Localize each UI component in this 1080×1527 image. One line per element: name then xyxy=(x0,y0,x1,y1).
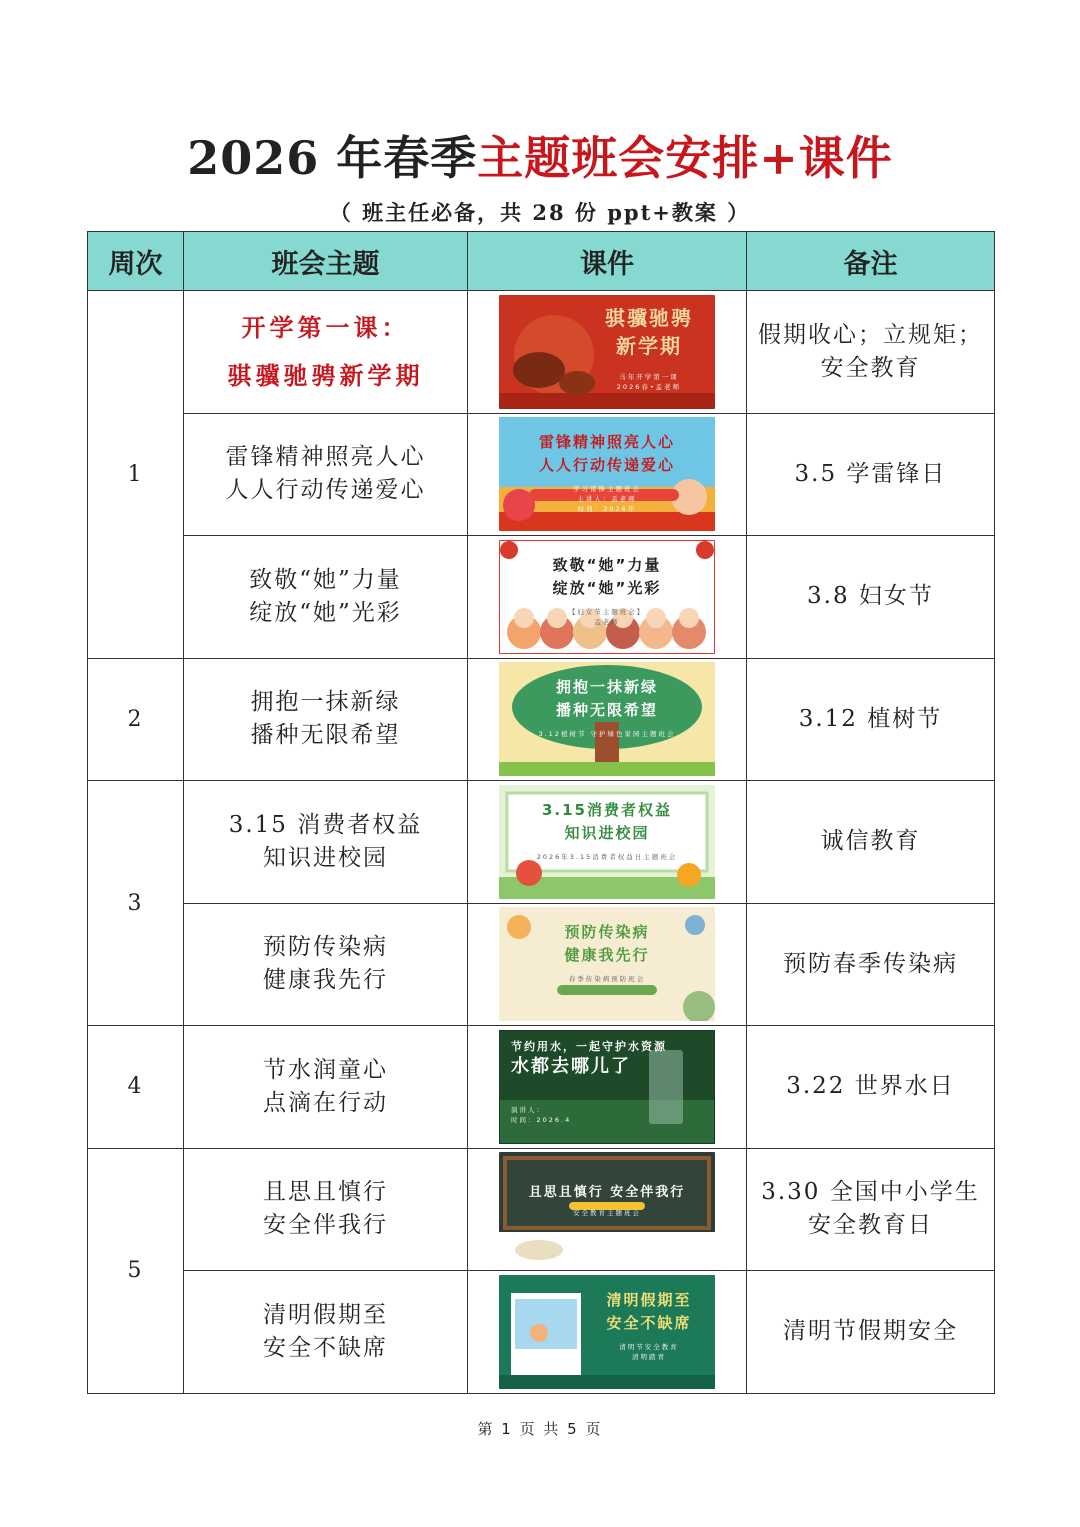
slide-thumbnail-art xyxy=(499,1275,715,1389)
slide-thumbnail[interactable] xyxy=(499,1152,715,1266)
theme-line: 播种无限希望 xyxy=(250,722,401,749)
theme-cell xyxy=(184,413,468,536)
slide-subtitle-line: 2026春•孟老师 xyxy=(616,382,682,391)
week-cell: 1 xyxy=(88,291,184,659)
header-theme: 班会主题 xyxy=(184,232,468,291)
note-line: 3.22 世界水日 xyxy=(786,1073,955,1100)
theme-line: 绽放“她”光彩 xyxy=(249,599,402,626)
slide-thumbnail[interactable] xyxy=(499,785,715,899)
note-cell xyxy=(747,536,995,659)
table-row xyxy=(88,536,995,659)
slide-title-line: 3.15消费者权益 xyxy=(541,800,673,819)
theme-cell xyxy=(184,903,468,1026)
table-row xyxy=(88,903,995,1026)
note-line: 预防春季传染病 xyxy=(783,950,958,977)
slide-title-line: 绽放“她”光彩 xyxy=(552,578,662,597)
page-title xyxy=(0,128,1080,188)
table-row xyxy=(88,1026,995,1149)
note-line: 3.30 全国中小学生 xyxy=(761,1179,980,1206)
table-row xyxy=(88,658,995,781)
slide-title-line: 人人行动传递爱心 xyxy=(538,456,676,475)
slide-thumbnail[interactable] xyxy=(499,540,715,654)
slide-cell xyxy=(468,413,747,536)
slide-thumbnail-art xyxy=(499,1030,715,1144)
theme-line: 且思且慎行 xyxy=(263,1179,388,1206)
note-line: 3.8 妇女节 xyxy=(807,583,934,610)
table-row xyxy=(88,781,995,904)
slide-subtitle-line: 清明踏青 xyxy=(632,1352,666,1361)
header-week: 周次 xyxy=(88,232,184,291)
theme-line: 点滴在行动 xyxy=(263,1089,388,1116)
theme-line: 开学第一课： xyxy=(241,312,410,342)
slide-title-line: 健康我先行 xyxy=(564,946,650,965)
theme-line: 节水润童心 xyxy=(263,1056,388,1083)
theme-cell xyxy=(184,536,468,659)
theme-line: 骐骥驰骋新学期 xyxy=(227,360,424,390)
header-note: 备注 xyxy=(747,232,995,291)
slide-subtitle-line: 主讲人：孟老师 xyxy=(577,495,637,504)
slide-thumbnail[interactable] xyxy=(499,907,715,1021)
header-slide: 课件 xyxy=(468,232,747,291)
slide-subtitle-line: 3.12植树节 守护绿色家园主题班会 xyxy=(538,730,676,739)
slide-subtitle-line: 马年开学第一课 xyxy=(619,372,679,381)
note-cell xyxy=(747,781,995,904)
slide-thumbnail-art xyxy=(499,540,715,654)
slide-cell xyxy=(468,536,747,659)
table-row xyxy=(88,1271,995,1394)
slide-thumbnail[interactable] xyxy=(499,1275,715,1389)
slide-thumbnail-art xyxy=(499,1152,715,1266)
slide-thumbnail[interactable] xyxy=(499,295,715,409)
slide-cell xyxy=(468,903,747,1026)
slide-subtitle-line: 2026年3.15消费者权益日主题班会 xyxy=(536,852,678,861)
note-cell xyxy=(747,413,995,536)
slide-title-line: 安全不缺席 xyxy=(606,1313,692,1332)
note-cell xyxy=(747,658,995,781)
slide-title-line: 雷锋精神照亮人心 xyxy=(538,433,676,452)
table-row xyxy=(88,413,995,536)
slide-title-line: 知识进校园 xyxy=(564,823,650,842)
theme-line: 清明假期至 xyxy=(263,1301,388,1328)
slide-title-line: 拥抱一抹新绿 xyxy=(555,678,659,697)
note-line: 安全教育日 xyxy=(808,1212,933,1239)
page-footer: 第 1 页 共 5 页 xyxy=(477,1420,603,1438)
slide-thumbnail[interactable] xyxy=(499,662,715,776)
slide-cell xyxy=(468,658,747,781)
slide-title-line: 清明假期至 xyxy=(606,1290,692,1309)
theme-line: 知识进校园 xyxy=(263,844,388,871)
slide-thumbnail-art xyxy=(499,295,715,409)
table-row xyxy=(88,291,995,414)
slide-title-line: 节约用水，一起守护水资源 xyxy=(511,1039,667,1053)
note-cell xyxy=(747,1148,995,1271)
slide-cell xyxy=(468,781,747,904)
theme-cell xyxy=(184,291,468,414)
slide-subtitle-line: 安全教育主题班会 xyxy=(573,1209,641,1218)
week-cell: 2 xyxy=(88,658,184,781)
slide-title-line: 骐骥驰骋 xyxy=(605,305,693,330)
slide-title-line: 致敬“她”力量 xyxy=(552,555,662,574)
slide-subtitle-line: 时间：2026年 xyxy=(577,505,637,514)
title-red: 主题班会安排+课件 xyxy=(477,131,893,185)
note-line: 3.12 植树节 xyxy=(798,705,943,732)
theme-line: 3.15 消费者权益 xyxy=(228,811,423,838)
week-cell: 5 xyxy=(88,1148,184,1393)
slide-thumbnail-art xyxy=(499,662,715,776)
theme-line: 安全伴我行 xyxy=(263,1212,388,1239)
slide-thumbnail-art xyxy=(499,907,715,1021)
title-black: 2026 年春季 xyxy=(187,131,478,185)
theme-line: 人人行动传递爱心 xyxy=(225,477,426,504)
slide-subtitle-line: 春季传染病预防班会 xyxy=(568,975,646,984)
note-line: 清明节假期安全 xyxy=(783,1318,958,1345)
slide-thumbnail-art xyxy=(499,785,715,899)
theme-cell xyxy=(184,781,468,904)
note-line: 安全教育 xyxy=(820,354,921,381)
slide-subtitle-line: 学习雷锋主题班会 xyxy=(573,485,641,494)
slide-cell xyxy=(468,1026,747,1149)
theme-line: 雷锋精神照亮人心 xyxy=(225,444,426,471)
slide-thumbnail-art xyxy=(499,417,715,531)
note-cell xyxy=(747,903,995,1026)
theme-line: 安全不缺席 xyxy=(263,1334,388,1361)
note-cell xyxy=(747,1026,995,1149)
note-cell xyxy=(747,1271,995,1394)
slide-subtitle-line: 【妇女节主题班会】 xyxy=(568,607,646,616)
slide-subtitle-line: 清明节安全教育 xyxy=(619,1342,679,1351)
note-line: 假期收心；立规矩； xyxy=(758,321,983,348)
slide-cell xyxy=(468,1148,747,1271)
theme-cell xyxy=(184,1026,468,1149)
slide-cell xyxy=(468,291,747,414)
theme-cell xyxy=(184,658,468,781)
slide-subtitle-line: 孟老师 xyxy=(594,617,620,626)
theme-line: 健康我先行 xyxy=(263,967,388,994)
slide-title-line: 水都去哪儿了 xyxy=(511,1055,631,1077)
week-cell: 3 xyxy=(88,781,184,1026)
slide-title-line: 预防传染病 xyxy=(564,923,650,942)
slide-thumbnail[interactable] xyxy=(499,1030,715,1144)
slide-title-line: 且思且慎行 安全伴我行 xyxy=(528,1185,686,1201)
slide-subtitle-line: 演讲人： xyxy=(511,1105,545,1114)
slide-thumbnail[interactable] xyxy=(499,417,715,531)
slide-title-line: 新学期 xyxy=(616,333,682,358)
theme-line: 预防传染病 xyxy=(263,934,388,961)
theme-line: 致敬“她”力量 xyxy=(249,566,402,593)
slide-title-line: 播种无限希望 xyxy=(555,701,659,720)
note-cell xyxy=(747,291,995,414)
slide-cell xyxy=(468,1271,747,1394)
note-line: 3.5 学雷锋日 xyxy=(794,460,947,487)
week-cell: 4 xyxy=(88,1026,184,1149)
note-line: 诚信教育 xyxy=(820,828,921,855)
header-row xyxy=(88,232,995,291)
schedule-table xyxy=(87,231,995,1394)
page-subtitle: （ 班主任必备，共 28 份 ppt+教案 ） xyxy=(329,200,751,225)
theme-cell xyxy=(184,1148,468,1271)
slide-subtitle-line: 时间：2026.4 xyxy=(511,1115,572,1124)
theme-line: 拥抱一抹新绿 xyxy=(250,689,401,716)
table-row xyxy=(88,1148,995,1271)
theme-cell xyxy=(184,1271,468,1394)
